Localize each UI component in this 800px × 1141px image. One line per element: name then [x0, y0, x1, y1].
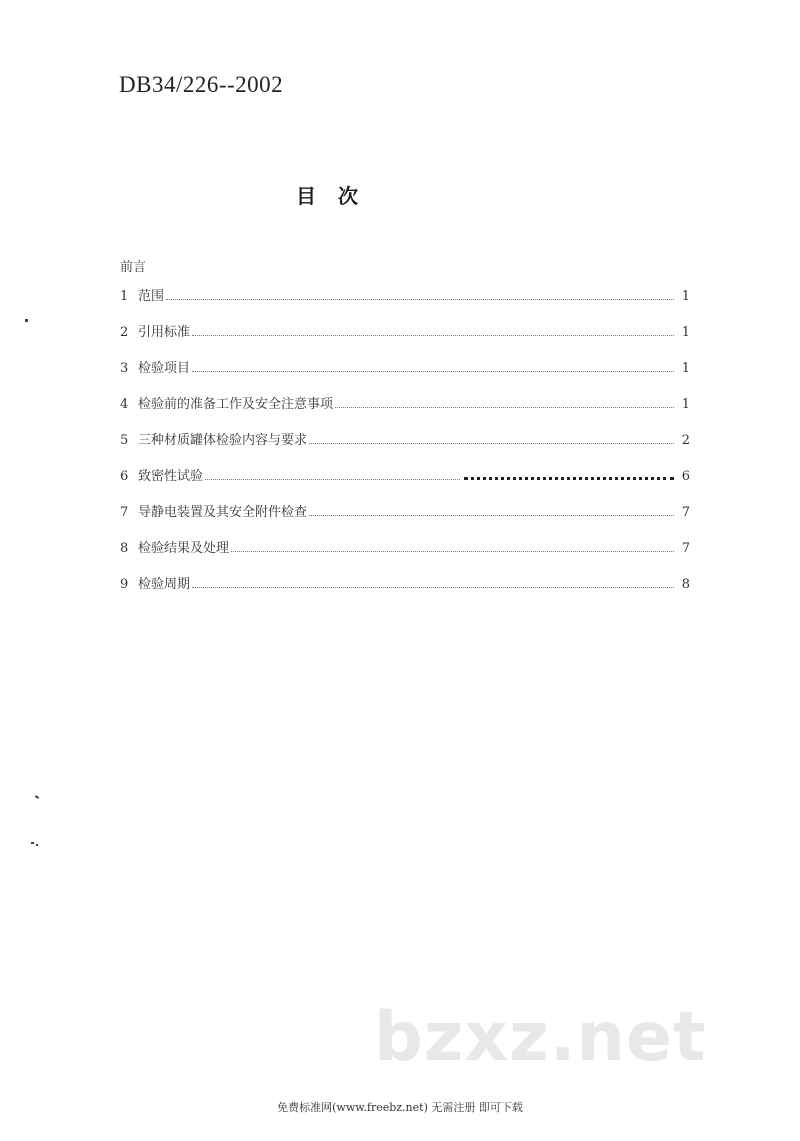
toc-entry-label: 检验结果及处理	[138, 541, 230, 556]
toc-entry[interactable]	[120, 574, 690, 592]
toc-entry[interactable]	[120, 322, 690, 340]
toc-entry-page: 1	[681, 361, 690, 376]
toc-entry-number: 9	[120, 577, 129, 592]
toc-entry-number: 6	[120, 469, 129, 484]
scan-speck	[35, 795, 39, 799]
toc-entry-page: 7	[681, 541, 690, 556]
scan-speck	[36, 844, 38, 846]
toc-entry-page: 6	[681, 469, 690, 484]
toc-entry[interactable]	[120, 430, 690, 448]
document-code: DB34/226--2002	[119, 72, 284, 97]
toc-entry-page: 2	[681, 433, 690, 448]
toc-entry-label: 三种材质罐体检验内容与要求	[138, 433, 308, 448]
toc-entry-label: 导静电装置及其安全附件检查	[138, 505, 308, 520]
toc-entry[interactable]	[120, 538, 690, 556]
toc-entry-page: 1	[681, 397, 690, 412]
toc-entry-page: 7	[681, 505, 690, 520]
scan-speck	[31, 842, 34, 844]
toc-entry-page: 8	[681, 577, 690, 592]
toc-entry-label: 检验前的准备工作及安全注意事项	[138, 397, 334, 412]
toc-entry-number: 3	[120, 361, 129, 376]
toc-entry[interactable]	[120, 466, 690, 484]
scan-speck	[25, 319, 28, 322]
toc-leader-dots	[192, 370, 674, 372]
toc-entry-number: 4	[120, 397, 129, 412]
toc-entry-number: 7	[120, 505, 129, 520]
toc-entry[interactable]	[120, 358, 690, 376]
toc-entry[interactable]	[120, 286, 690, 304]
footer-text: 免费标准网(www.freebz.net) 无需注册 即可下载	[277, 1101, 523, 1114]
toc-leader-dots	[166, 298, 674, 300]
preface-label: 前言	[120, 260, 147, 275]
toc-entry-label: 致密性试验	[138, 469, 204, 484]
toc-title	[296, 180, 358, 209]
toc-entry-label: 范围	[138, 289, 165, 304]
toc-entry-label: 检验周期	[138, 577, 191, 592]
watermark: bzxz.net	[374, 998, 707, 1077]
toc-leader-dots	[205, 478, 460, 480]
toc-entry-number: 5	[120, 433, 129, 448]
toc-entry-label: 引用标准	[138, 325, 191, 340]
toc-entry-number: 2	[120, 325, 129, 340]
toc-entry-number: 1	[120, 289, 129, 304]
toc-leader-dots	[231, 550, 674, 552]
toc-leader-dots	[192, 334, 674, 336]
toc-leader-dots	[309, 514, 674, 516]
toc-leader-dots	[335, 406, 674, 408]
toc-leader-dots-heavy	[464, 476, 674, 480]
toc-entry-label: 检验项目	[138, 361, 191, 376]
toc-title-char-1: 目	[296, 184, 316, 208]
toc-entry[interactable]	[120, 502, 690, 520]
toc-entry-page: 1	[681, 325, 690, 340]
toc-entry-number: 8	[120, 541, 129, 556]
toc-entry-page: 1	[681, 289, 690, 304]
toc-list	[120, 286, 690, 610]
toc-entry[interactable]	[120, 394, 690, 412]
toc-title-char-2: 次	[338, 184, 358, 208]
toc-leader-dots	[192, 586, 674, 588]
toc-leader-dots	[309, 442, 674, 444]
